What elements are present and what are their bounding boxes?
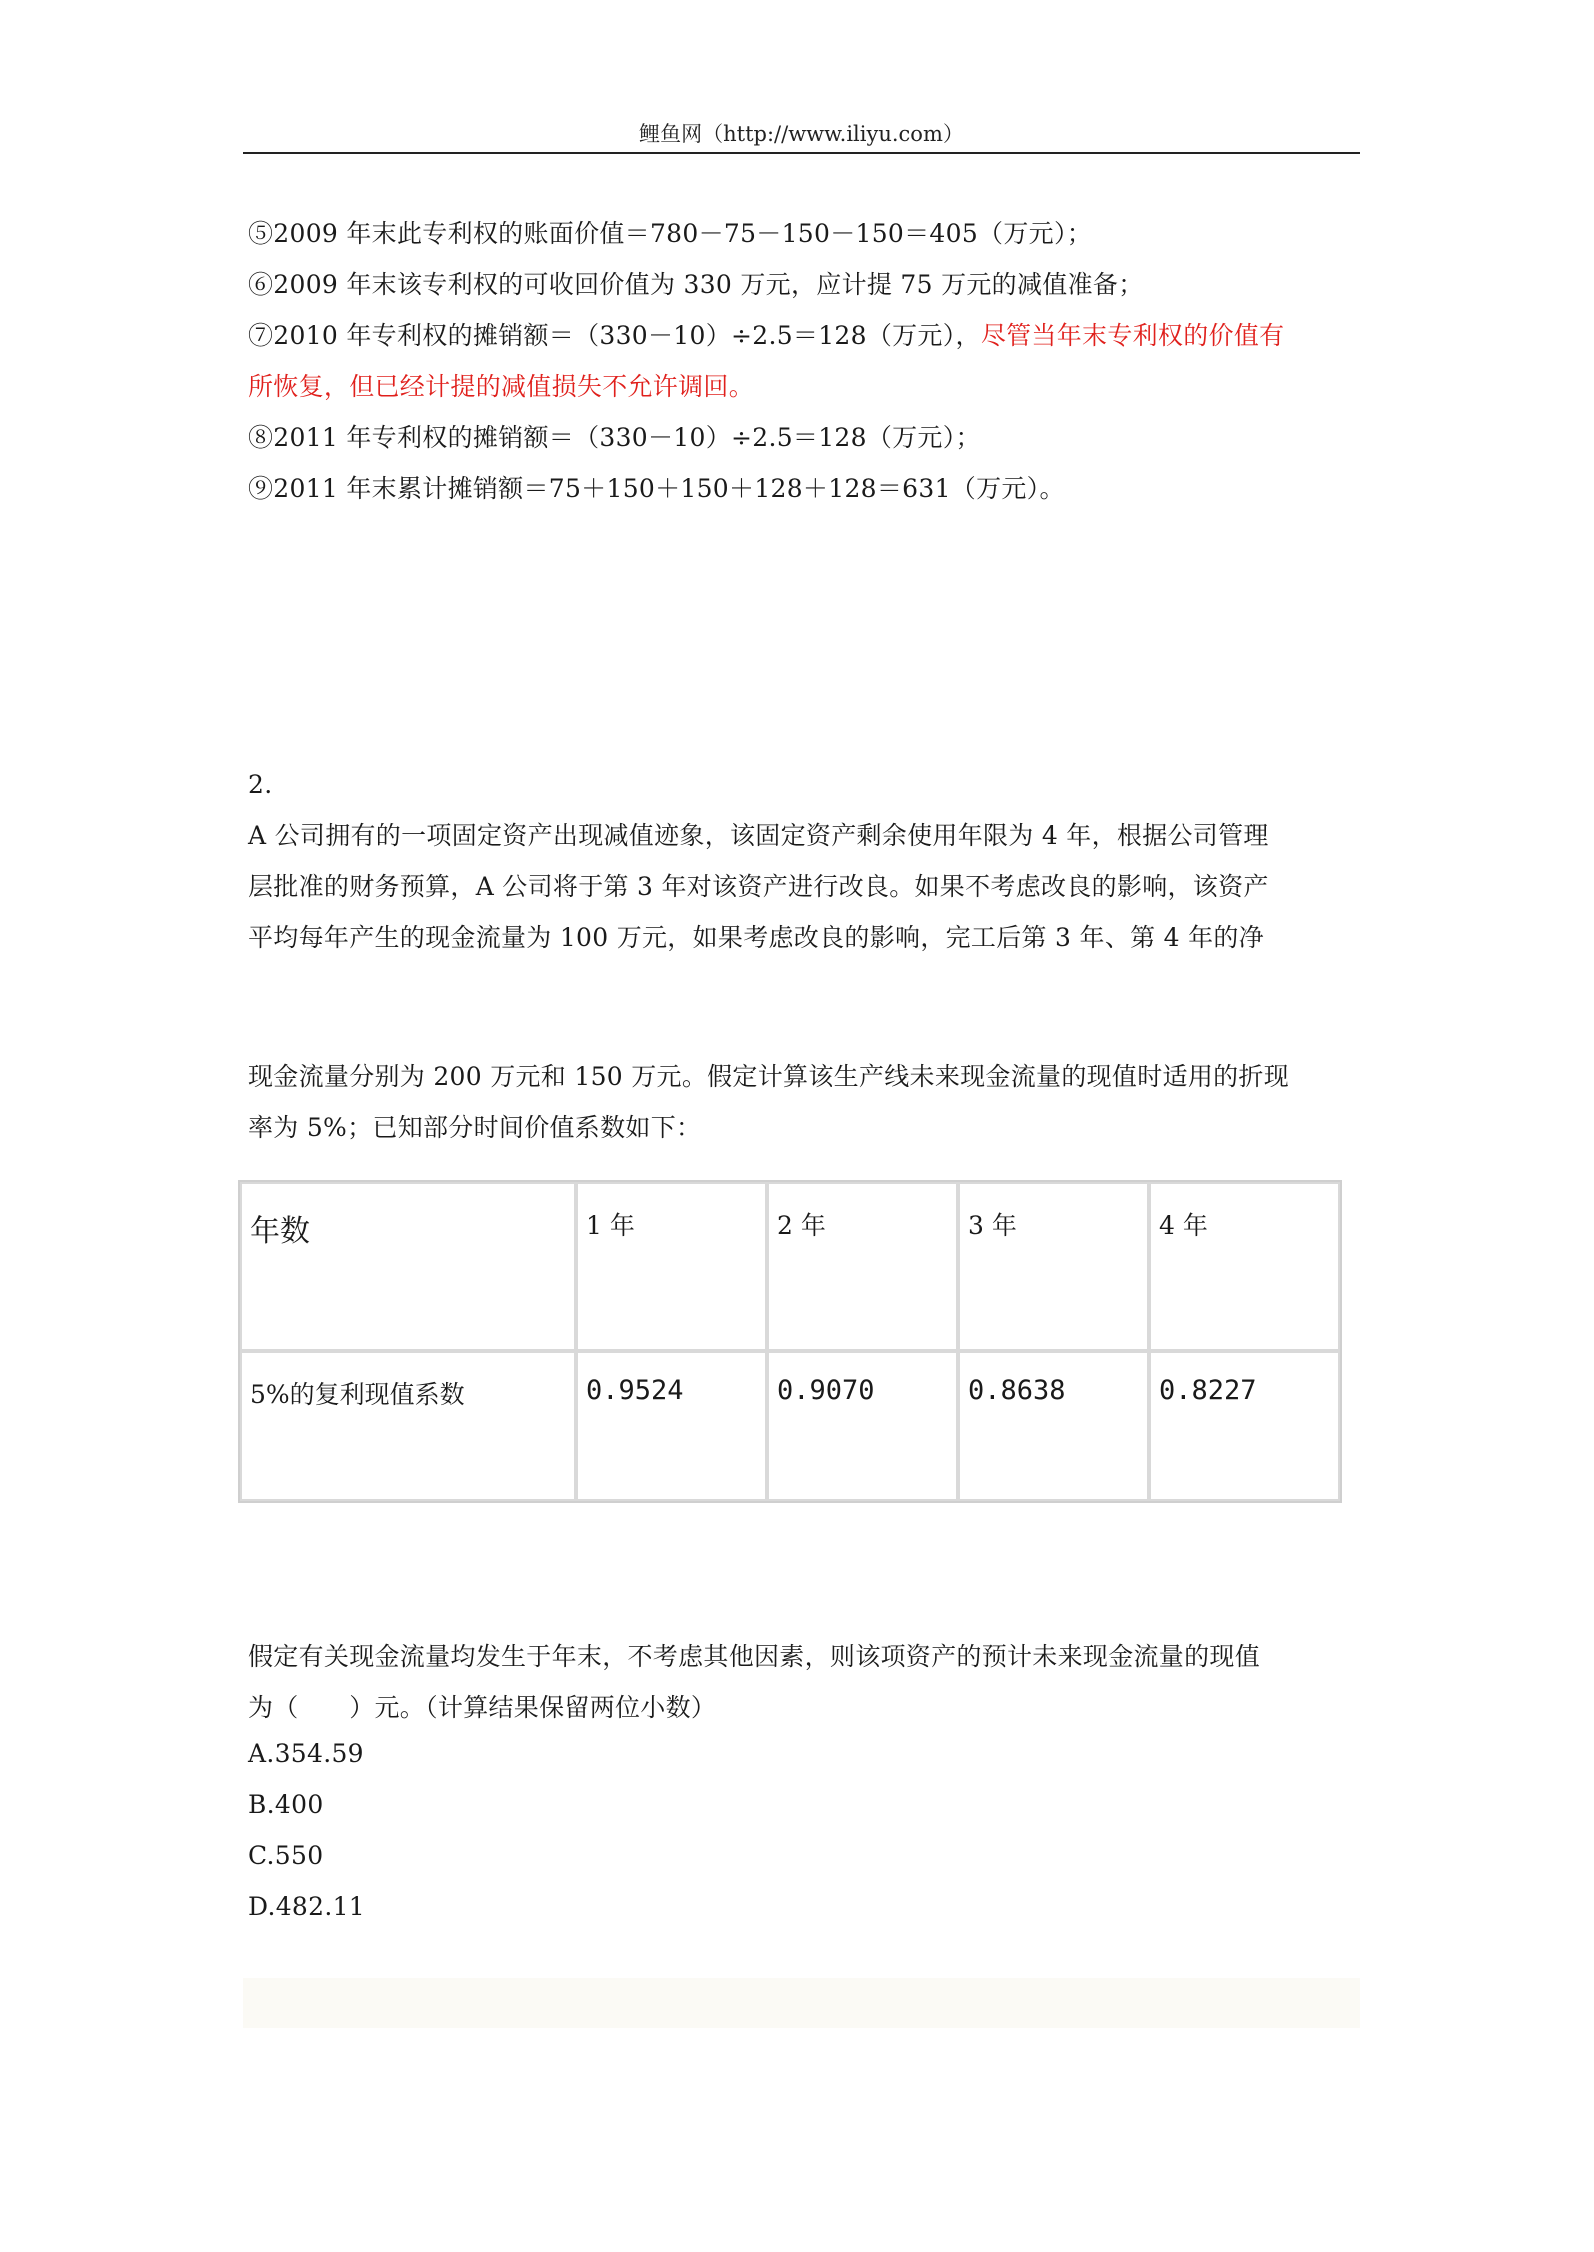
table-header-cell: 4 年 — [1149, 1182, 1340, 1351]
table-header-cell: 1 年 — [576, 1182, 767, 1351]
footer-band — [243, 1978, 1360, 2028]
question-text-line: 现金流量分别为 200 万元和 150 万元。假定计算该生产线未来现金流量的现值时适用的折现 — [248, 1062, 1290, 1091]
table-cell: 0.9524 — [576, 1351, 767, 1501]
solution-step-5: ⑤2009 年末此专利权的账面价值＝780－75－150－150＝405（万元）； — [248, 219, 1093, 248]
solution-step-6: ⑥2009 年末该专利权的可收回价值为 330 万元，应计提 75 万元的减值准备； — [248, 270, 1144, 299]
table-header-cell: 年数 — [240, 1182, 576, 1351]
header-divider — [243, 152, 1360, 154]
present-value-coefficient-table — [238, 1180, 1342, 1503]
table-cell: 0.8227 — [1149, 1351, 1340, 1501]
question-number: 2. — [248, 770, 273, 799]
table-header-cell: 3 年 — [958, 1182, 1149, 1351]
answer-option-c: C.550 — [248, 1841, 324, 1870]
table-cell: 0.9070 — [767, 1351, 958, 1501]
solution-step-9: ⑨2011 年末累计摊销额＝75＋150＋150＋128＋128＝631（万元）。 — [248, 474, 1065, 503]
question-text-line: 平均每年产生的现金流量为 100 万元，如果考虑改良的影响，完工后第 3 年、第 4 年的净 — [248, 923, 1265, 952]
question-text-line: 为（ ）元。（计算结果保留两位小数） — [248, 1693, 717, 1722]
table-header-row — [240, 1182, 1340, 1351]
question-text-line: 层批准的财务预算，A 公司将于第 3 年对该资产进行改良。如果不考虑改良的影响，该资产 — [248, 872, 1269, 901]
answer-option-b: B.400 — [248, 1790, 324, 1819]
solution-step-7-note-cont: 所恢复，但已经计提的减值损失不允许调回。 — [248, 372, 755, 401]
table-row — [240, 1351, 1340, 1501]
table-cell: 5%的复利现值系数 — [240, 1351, 576, 1501]
solution-step-8: ⑧2011 年专利权的摊销额＝（330－10）÷2.5＝128（万元）； — [248, 423, 981, 452]
answer-option-d: D.482.11 — [248, 1892, 365, 1921]
question-text-line: A 公司拥有的一项固定资产出现减值迹象，该固定资产剩余使用年限为 4 年，根据公司管理 — [248, 821, 1269, 850]
answer-option-a: A.354.59 — [248, 1739, 364, 1768]
table-header-cell: 2 年 — [767, 1182, 958, 1351]
question-text-line: 率为 5%；已知部分时间价值系数如下： — [248, 1113, 702, 1142]
table-cell: 0.8638 — [958, 1351, 1149, 1501]
solution-step-7-text: ⑦2010 年专利权的摊销额＝（330－10）÷2.5＝128（万元）， — [248, 321, 981, 350]
page-header: 鲤鱼网（http://www.iliyu.com） — [639, 122, 964, 146]
solution-step-7-note: 尽管当年末专利权的价值有 — [980, 321, 1285, 350]
solution-step-7 — [248, 316, 1284, 352]
question-text-line: 假定有关现金流量均发生于年末，不考虑其他因素，则该项资产的预计未来现金流量的现值 — [248, 1642, 1261, 1671]
